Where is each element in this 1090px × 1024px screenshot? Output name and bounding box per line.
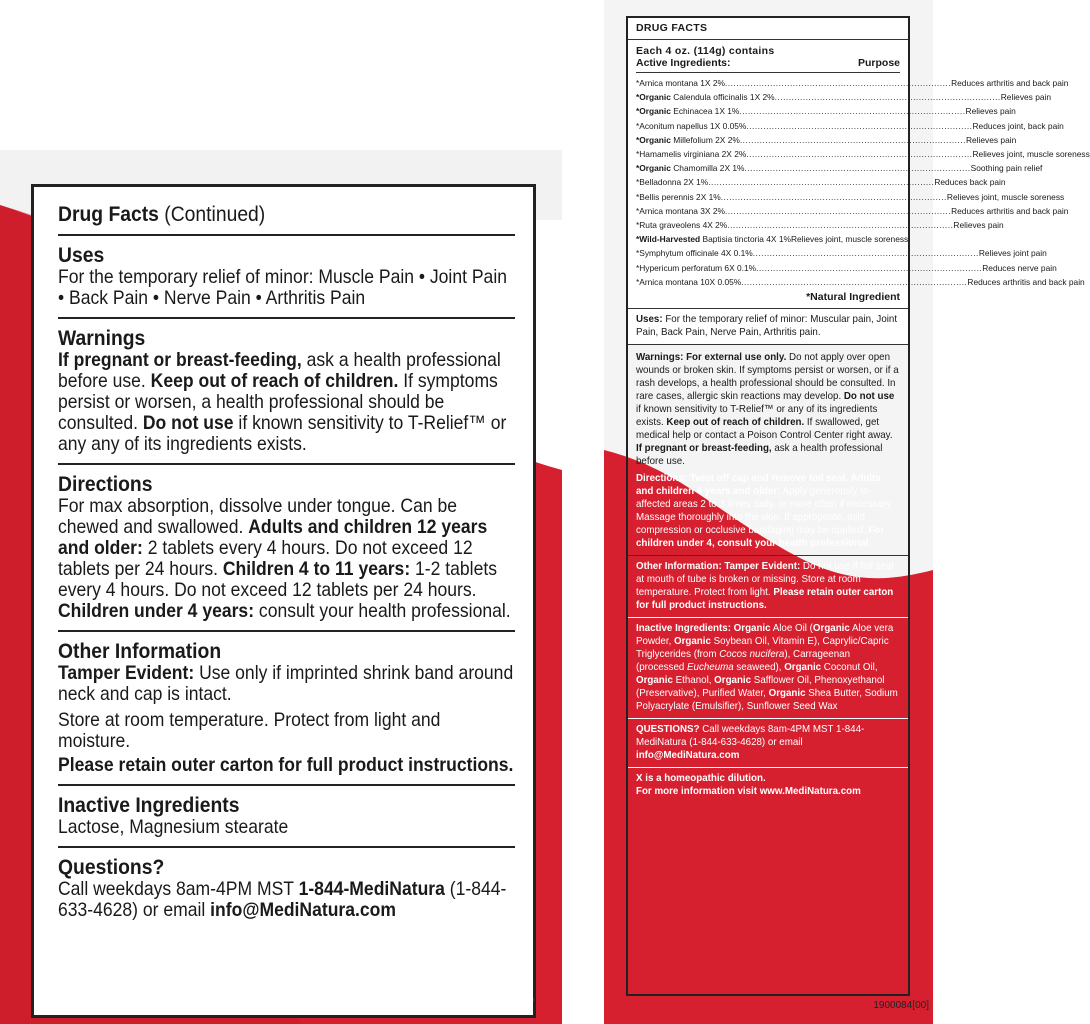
ingredient-name: *Organic Calendula officinalis 1X 2% bbox=[636, 92, 775, 103]
ingredient-name: *Ruta graveolens 4X 2% bbox=[636, 220, 728, 231]
ingredient-row bbox=[636, 246, 1047, 260]
other-information-text: Other Information: Tamper Evident: Do not use if foil seal at mouth of tube is broken or missing. Store at room temperature. Protect from light. Please retain outer carton for full product instructions. bbox=[636, 560, 894, 612]
warnings-text: If pregnant or breast-feeding, ask a health professional before use. Keep out of reach of children. If symptoms persist or worsen, a health professional should be consulted. Do not use if known sensitivity to T-Relief™ or any any of its ingredients exists. bbox=[58, 349, 507, 455]
ingredient-row bbox=[636, 76, 1069, 90]
other-information-section bbox=[628, 556, 908, 618]
ingredient-row bbox=[636, 275, 1085, 289]
footer-section bbox=[628, 768, 908, 803]
ingredient-purpose: Relieves joint, muscle soreness bbox=[946, 191, 1065, 202]
ingredient-name: *Hypericum perforatum 6X 0.1% bbox=[636, 262, 757, 273]
inactive-ingredients-section bbox=[628, 618, 908, 719]
inactive-ingredients-section bbox=[58, 786, 515, 848]
questions-section bbox=[58, 848, 515, 929]
questions-text: QUESTIONS? Call weekdays 8am-4PM MST 1-844-MediNatura (1-844-633-4628) or email info@MediNatura.com bbox=[636, 723, 865, 762]
inactive-ingredients-text: Lactose, Magnesium stearate bbox=[58, 816, 289, 838]
drug-facts-title-row bbox=[628, 18, 908, 40]
dot-leader: ................................................................................ bbox=[752, 248, 979, 259]
ingredient-list bbox=[636, 72, 1090, 289]
other-information-section bbox=[58, 632, 515, 786]
dot-leader: ................................................................................ bbox=[746, 149, 973, 160]
dot-leader: ................................................................................ bbox=[774, 92, 1001, 103]
lot-number: 1900084[00] bbox=[873, 1000, 929, 1011]
active-ingredients-header bbox=[636, 57, 900, 69]
ingredient-row bbox=[636, 119, 1064, 133]
ingredient-row bbox=[636, 104, 1016, 118]
ingredient-row bbox=[636, 175, 1006, 189]
directions-heading: Directions bbox=[58, 473, 153, 496]
drug-facts-label bbox=[626, 16, 1090, 996]
ingredient-name: *Wild-Harvested Baptisia tinctoria 4X 1% bbox=[636, 234, 791, 245]
ingredient-row bbox=[636, 133, 1017, 147]
questions-text: Call weekdays 8am-4PM MST 1-844-MediNatura (1-844-633-4628) or email info@MediNatura.com bbox=[58, 878, 507, 921]
ingredient-name: *Organic Echinacea 1X 1% bbox=[636, 106, 740, 117]
ingredient-name: *Bellis perennis 2X 1% bbox=[636, 191, 721, 202]
active-ingredients-section bbox=[628, 40, 1090, 309]
ingredient-name: *Organic Chamomilla 2X 1% bbox=[636, 163, 745, 174]
questions-heading: Questions? bbox=[58, 856, 165, 879]
ingredient-purpose: Reduces arthritis and back pain bbox=[951, 78, 1069, 88]
ingredient-purpose: Relieves pain bbox=[953, 220, 1004, 231]
ingredient-purpose: Relieves pain bbox=[965, 106, 1016, 117]
uses-section bbox=[58, 236, 515, 319]
warnings-heading: Warnings bbox=[58, 327, 146, 350]
right-tube-panel bbox=[604, 0, 1090, 1024]
purpose-heading: Purpose bbox=[857, 57, 900, 69]
retain-carton-text: Please retain outer carton for full product instructions. bbox=[58, 754, 514, 776]
ingredient-purpose: Relieves joint, muscle soreness bbox=[972, 149, 1090, 160]
dot-leader: ................................................................................ bbox=[741, 276, 968, 287]
questions-section bbox=[628, 719, 908, 768]
uses-section bbox=[628, 309, 908, 345]
drug-facts-title: Drug Facts bbox=[58, 203, 159, 226]
each-contains-text: Each 4 oz. (114g) contains bbox=[636, 45, 775, 57]
dot-leader: ................................................................................ bbox=[724, 78, 952, 88]
drug-facts-continued-label bbox=[31, 184, 536, 1018]
ingredient-name: *Hamamelis virginiana 2X 2% bbox=[636, 149, 747, 160]
ingredient-row bbox=[636, 190, 1065, 204]
homeopathic-dilution-note: X is a homeopathic dilution. bbox=[636, 772, 766, 785]
storage-text: Store at room temperature. Protect from light and moisture. bbox=[58, 709, 441, 752]
directions-section bbox=[58, 465, 515, 632]
ingredient-name: *Arnica montana 3X 2% bbox=[636, 205, 725, 216]
tamper-evident-text: Tamper Evident: Use only if imprinted shrink band around neck and cap is intact. bbox=[58, 662, 514, 705]
dot-leader: ................................................................................ bbox=[739, 106, 966, 117]
other-information-heading: Other Information bbox=[58, 640, 222, 663]
ingredient-row bbox=[636, 261, 1057, 275]
ingredient-purpose: Relieves pain bbox=[1000, 92, 1052, 103]
ingredient-name: *Arnica montana 1X 2% bbox=[636, 78, 725, 88]
dot-leader: ................................................................................ bbox=[720, 191, 947, 202]
ingredient-row bbox=[636, 218, 1004, 232]
warnings-section bbox=[58, 319, 515, 465]
ingredient-purpose: Relieves joint pain bbox=[978, 248, 1047, 259]
dot-leader: ................................................................................ bbox=[739, 134, 966, 145]
ingredient-purpose: Reduces arthritis and back pain bbox=[951, 205, 1069, 216]
ingredient-purpose: Reduces nerve pain bbox=[982, 262, 1057, 273]
drug-facts-header bbox=[58, 187, 515, 236]
directions-text: For max absorption, dissolve under tongue. Can be chewed and swallowed. Adults and children 12 years and older: 2 tablets every 4 hours. Do not exceed 12 tablets per 24 hours. Children 4 to 11 years: 1-2 tablets every 4 hours. Do not exceed 12 tablets per 24 hours. Children under 4 years: consult your health professional. bbox=[58, 495, 511, 622]
directions-text: Directions: Twist off cap and remove foil seal. Adults and children 4 years and older: Apply generously to affected areas 2 to 3 times daily, or more often if necessary. Massage thoroughly into the skin. If appropriate, mild compression or occlusive bandaging may be applied. For children under 4, consult your health professional. bbox=[636, 472, 894, 550]
dot-leader: ................................................................................ bbox=[724, 205, 952, 216]
dot-leader: ................................................................................ bbox=[746, 120, 973, 131]
drug-facts-title: DRUG FACTS bbox=[636, 22, 708, 34]
ingredient-purpose: Reduces arthritis and back pain bbox=[967, 276, 1085, 287]
ingredient-purpose: Relieves joint, muscle soreness bbox=[790, 234, 909, 245]
dot-leader: ................................................................................ bbox=[756, 262, 983, 273]
uses-text: For the temporary relief of minor: Muscle Pain • Joint Pain • Back Pain • Nerve Pain • Arthritis Pain bbox=[58, 266, 507, 309]
ingredient-purpose: Reduces back pain bbox=[934, 177, 1006, 188]
ingredient-purpose: Soothing pain relief bbox=[970, 163, 1043, 174]
inactive-ingredients-text: Inactive Ingredients: Organic Aloe Oil (Organic Aloe vera Powder, Organic Soybean Oil, Vitamin E), Caprylic/Capric Triglycerides (from Cocos nucifera), Carrageenan (processed Eucheuma seaweed), Organic Coconut Oil, Organic Ethanol, Organic Safflower Oil, Phenoxyethanol (Preservative), Purified Water, Organic Shea Butter, Sodium Polyacrylate (Emulsifier), Sunflower Seed Wax bbox=[636, 622, 898, 713]
more-information-note: For more information visit www.MediNatura.com bbox=[636, 785, 861, 798]
ingredient-row bbox=[636, 161, 1043, 175]
ingredient-name: *Arnica montana 10X 0.05% bbox=[636, 276, 742, 287]
warnings-section bbox=[628, 345, 908, 556]
uses-heading: Uses bbox=[58, 244, 105, 267]
ingredient-row bbox=[636, 147, 1090, 161]
ingredient-row bbox=[636, 204, 1069, 218]
dot-leader: ................................................................................ bbox=[708, 177, 935, 188]
dot-leader: ................................................................................ bbox=[727, 220, 954, 231]
ingredient-purpose: Relieves pain bbox=[965, 134, 1017, 145]
continued-text: (Continued) bbox=[164, 203, 266, 226]
active-ingredients-heading: Active Ingredients: bbox=[636, 57, 731, 69]
ingredient-name: *Aconitum napellus 1X 0.05% bbox=[636, 120, 747, 131]
warnings-text: Warnings: For external use only. Do not apply over open wounds or broken skin. If symptoms persist or worsen, or if a rash develops, a health professional should be consulted. In rare cases, allergic skin reactions may develop. Do not use if known sensitivity to T-Relief™ or any of its ingredients exists. Keep out of reach of children. If swallowed, get medical help or contact a Poison Control Center right away. If pregnant or breast-feeding, ask a health professional before use. bbox=[636, 351, 899, 468]
inactive-ingredients-heading: Inactive Ingredients bbox=[58, 794, 240, 817]
lot-number: 6030847/0819 bbox=[425, 990, 534, 1012]
ingredient-row bbox=[636, 90, 1052, 104]
ingredient-purpose: Reduces joint, back pain bbox=[972, 120, 1064, 131]
dot-leader: ................................................................................ bbox=[744, 163, 971, 174]
ingredient-name: *Symphytum officinale 4X 0.1% bbox=[636, 248, 753, 259]
ingredient-row bbox=[636, 232, 909, 246]
uses-text: Uses: For the temporary relief of minor: Muscular pain, Joint Pain, Back Pain, Nerve Pain, Arthritis pain. bbox=[636, 313, 898, 339]
ingredient-name: *Organic Millefolium 2X 2% bbox=[636, 134, 740, 145]
ingredient-name: *Belladonna 2X 1% bbox=[636, 177, 709, 188]
natural-ingredient-note: *Natural Ingredient bbox=[806, 291, 900, 304]
